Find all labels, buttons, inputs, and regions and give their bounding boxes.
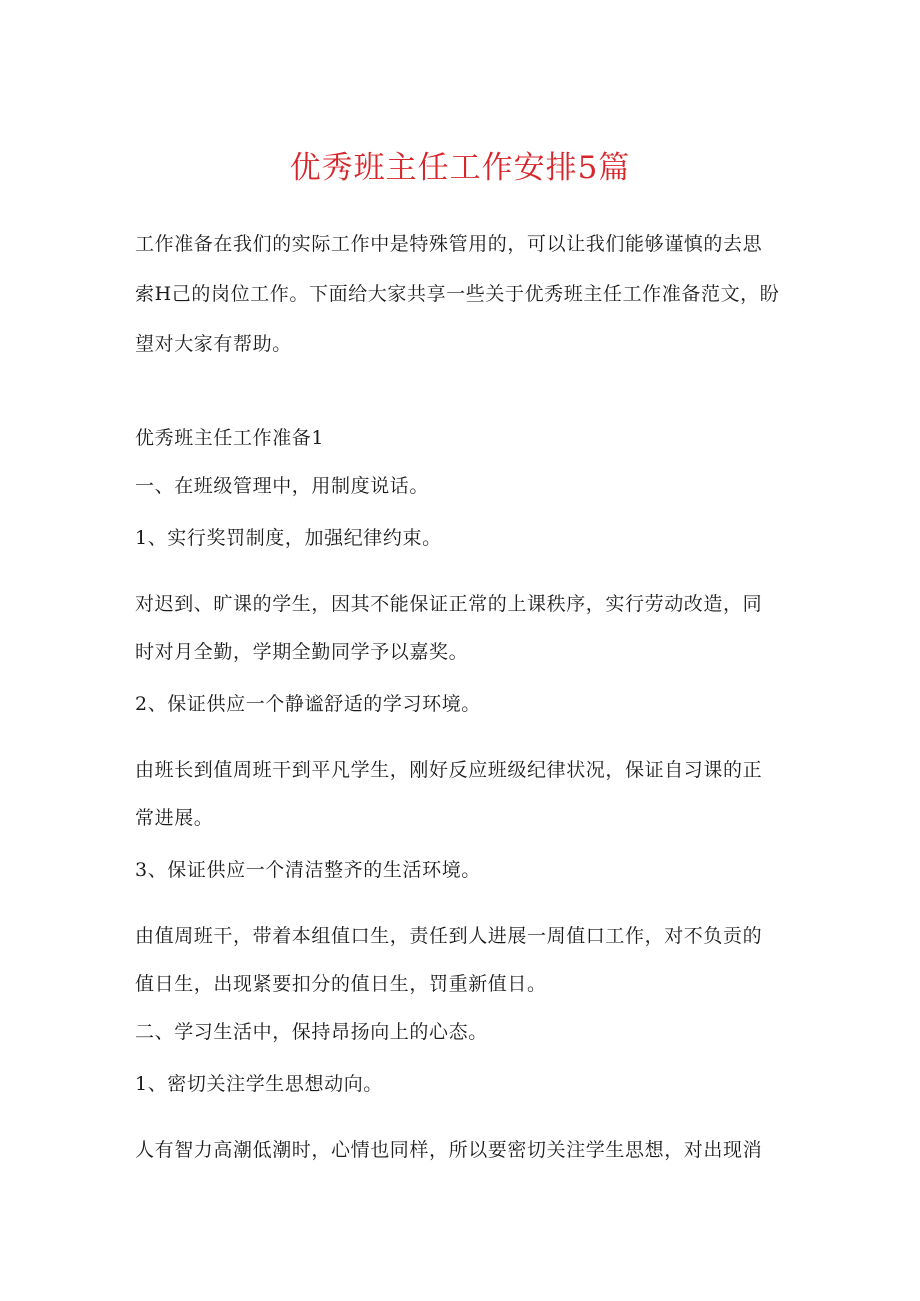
paragraph-line: 索H己的岗位工作。下面给大家共享一些关于优秀班主任工作准备范文，盼 — [135, 283, 780, 305]
section-heading: 优秀班主任工作准备1 — [135, 427, 325, 449]
paragraph-line: 值日生，出现紧要扣分的值日生，罚重新值日。 — [135, 973, 547, 995]
subsection-heading: 二、学习生活中，保持昂扬向上的心态。 — [135, 1021, 488, 1043]
document-title: 优秀班主任工作安排5篇 — [289, 150, 631, 186]
subsection-heading: 一、在班级管理中，用制度说话。 — [135, 475, 430, 497]
list-item: 1、实行奖罚制度，加强纪律约束。 — [135, 527, 442, 549]
paragraph-line: 对迟到、旷课的学生，因其不能保证正常的上课秩序，实行劳动改造，同 — [135, 593, 763, 615]
paragraph-line: 时对月全勤，学期全勤同学予以嘉奖。 — [135, 641, 469, 663]
list-item: 2、保证供应一个静谧舒适的学习环境。 — [135, 693, 481, 715]
list-item: 3、保证供应一个清洁整齐的生活环境。 — [135, 859, 481, 881]
paragraph-line: 望对大家有帮助。 — [135, 333, 292, 355]
paragraph-line: 工作准备在我们的实际工作中是特殊管用的，可以让我们能够谨慎的去思 — [135, 233, 763, 255]
paragraph-line: 由值周班干，带着本组值口生，责任到人进展一周值口工作，对不负贡的 — [135, 925, 763, 947]
paragraph-line: 人有智力高潮低潮时，心情也同样，所以要密切关注学生思想，对出现消 — [135, 1139, 763, 1161]
paragraph-line: 由班长到值周班干到平凡学生，刚好反应班级纪律状况，保证自习课的正 — [135, 759, 763, 781]
paragraph-line: 常进展。 — [135, 807, 214, 829]
list-item: 1、密切关注学生思想动向。 — [135, 1073, 383, 1095]
